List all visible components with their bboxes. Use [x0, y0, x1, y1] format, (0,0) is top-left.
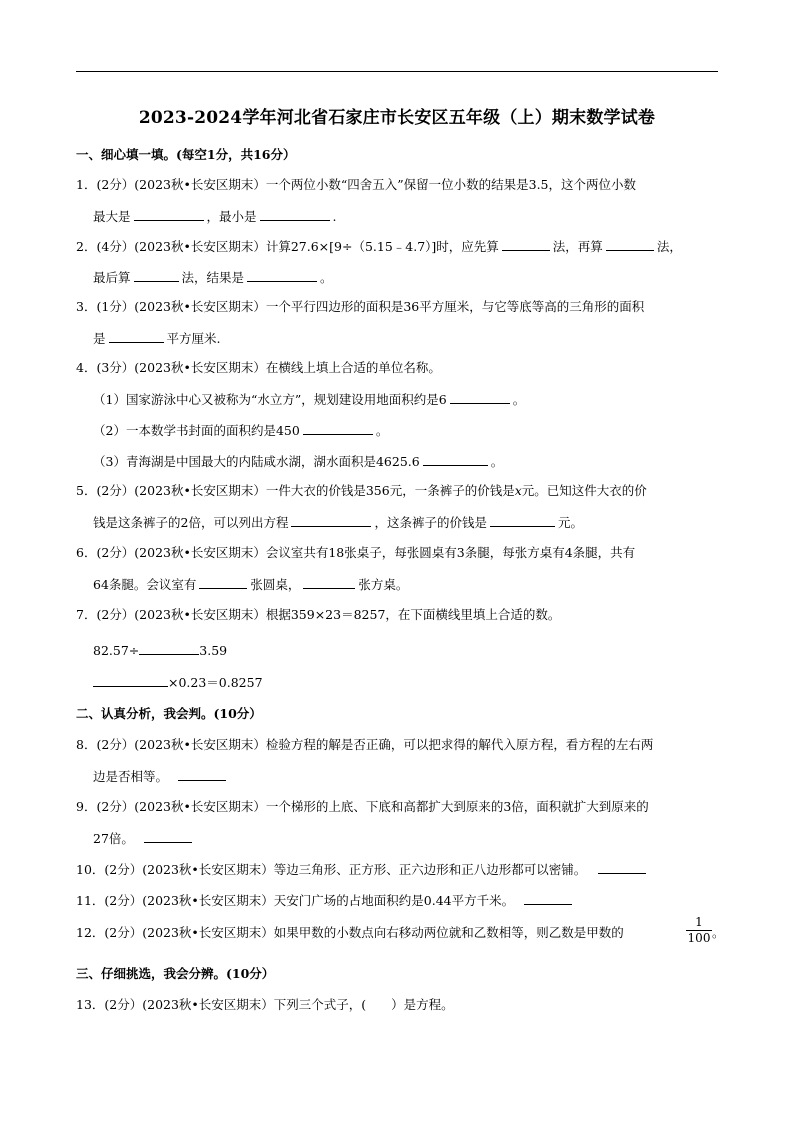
question-2-line-2 — [93, 268, 333, 287]
question-1-line-1: 1．(2分）(2023秋•长安区期末）一个两位小数“四舍五入”保留一位小数的结果是3.5，这个两位小数 — [76, 177, 637, 192]
q6-text: 张方桌。 — [358, 577, 409, 592]
answer-blank[interactable] — [139, 641, 199, 655]
answer-blank[interactable] — [199, 575, 247, 589]
question-7-line-3 — [93, 673, 263, 692]
question-9-line-1: 9．(2分）(2023秋•长安区期末）一个梯形的上底、下底和高都扩大到原来的3倍，面积就扩大到原来的 — [76, 799, 649, 814]
q7-text: ×0.23＝0.8257 — [168, 675, 263, 690]
q12-end: 。 — [712, 925, 725, 940]
q6-text: 64条腿。会议室有 — [93, 577, 197, 592]
question-7-line-2 — [93, 641, 227, 660]
q4-text: 。 — [375, 423, 389, 438]
answer-blank[interactable] — [598, 860, 646, 874]
question-3-line-1: 3．(1分）(2023秋•长安区期末）一个平行四边形的面积是36平方厘米，与它等底等高的三角形的面积 — [76, 299, 645, 314]
question-3-line-2 — [93, 329, 221, 348]
question-7-line-1: 7．(2分）(2023秋•长安区期末）根据359×23＝8257，在下面横线里填上合适的数。 — [76, 607, 561, 622]
question-13: 13．(2分）(2023秋•长安区期末）下列三个式子，( ）是方程。 — [76, 997, 454, 1012]
q2-text: 。 — [320, 270, 333, 285]
answer-blank[interactable] — [134, 268, 179, 282]
question-5-line-1 — [76, 482, 647, 500]
section-heading-3: 三、仔细挑选，我会分辨。(10分） — [76, 966, 275, 981]
q7-text: 82.57÷ — [93, 643, 140, 658]
q1-text: ，最小是 — [206, 209, 257, 224]
answer-blank[interactable] — [502, 237, 550, 251]
question-1-line-2 — [93, 207, 337, 226]
q4-text: （1）国家游泳中心又被称为“水立方”，规划建设用地面积约是6 — [93, 392, 447, 407]
q2-text: 法， — [656, 239, 682, 254]
answer-blank[interactable] — [450, 390, 510, 404]
question-12 — [76, 924, 624, 942]
q8-text: 边是否相等。 — [93, 769, 169, 784]
section-heading-2: 二、认真分析，我会判。(10分） — [76, 706, 262, 721]
section-heading-1: 一、细心填一填。(每空1分，共16分） — [76, 147, 296, 162]
answer-blank[interactable] — [303, 421, 373, 435]
answer-blank[interactable] — [291, 513, 371, 527]
answer-blank[interactable] — [247, 268, 317, 282]
q12-text: 12．(2分）(2023秋•长安区期末）如果甲数的小数点向右移动两位就和乙数相等，则乙数是甲数的 — [76, 925, 624, 940]
q5-text: 元。 — [557, 515, 583, 530]
q6-text: 张圆桌， — [250, 577, 301, 592]
answer-blank[interactable] — [93, 673, 168, 687]
answer-blank[interactable] — [606, 237, 654, 251]
question-10 — [76, 860, 649, 879]
q5-text: 钱是这条裤子的2倍，可以列出方程 — [93, 515, 289, 530]
q3-text: 平方厘米. — [166, 331, 221, 346]
answer-blank[interactable] — [260, 207, 330, 221]
q2-text: 法，结果是 — [181, 270, 245, 285]
q1-text: . — [332, 209, 337, 224]
header-rule — [76, 71, 718, 72]
q4-text: 。 — [512, 392, 526, 407]
q7-text: 3.59 — [199, 643, 228, 658]
question-6-line-2 — [93, 575, 408, 594]
answer-blank[interactable] — [144, 829, 192, 843]
answer-blank[interactable] — [109, 329, 164, 343]
question-8-line-1: 8．(2分）(2023秋•长安区期末）检验方程的解是否正确，可以把求得的解代入原方程，看方程的左右两 — [76, 737, 654, 752]
q5-text: 5．(2分）(2023秋•长安区期末）一件大衣的价钱是356元，一条裤子的价钱是 — [76, 483, 515, 498]
answer-blank[interactable] — [303, 575, 355, 589]
q10-text: 10．(2分）(2023秋•长安区期末）等边三角形、正方形、正六边形和正八边形都可以密铺。 — [76, 862, 587, 877]
variable-x: x — [514, 483, 522, 498]
question-4-part-1 — [93, 390, 525, 409]
q1-text: 最大是 — [93, 209, 131, 224]
q9-text: 27倍。 — [93, 831, 134, 846]
q4-text: （2）一本数学书封面的面积约是450 — [93, 423, 300, 438]
q2-text: 法，再算 — [552, 239, 603, 254]
q2-text: 最后算 — [93, 270, 131, 285]
question-4-part-3 — [93, 452, 503, 471]
question-5-line-2 — [93, 513, 583, 532]
q3-text: 是 — [93, 331, 106, 346]
q2-text: 2．(4分）(2023秋•长安区期末）计算27.6×[9÷（5.15﹣4.7）]时，应先算 — [76, 239, 499, 254]
q4-text: 。 — [490, 454, 504, 469]
answer-blank[interactable] — [134, 207, 204, 221]
q5-text: 元。已知这件大衣的价 — [521, 483, 647, 498]
fraction-numerator: 1 — [686, 915, 712, 931]
question-4-part-2 — [93, 421, 388, 440]
fraction-one-hundredth — [686, 915, 712, 945]
question-2-line-1 — [76, 237, 682, 256]
question-4-line-1: 4．(3分）(2023秋•长安区期末）在横线上填上合适的单位名称。 — [76, 360, 441, 375]
answer-blank[interactable] — [524, 891, 572, 905]
q5-text: ，这条裤子的价钱是 — [374, 515, 487, 530]
question-8-line-2 — [93, 767, 229, 786]
q11-text: 11．(2分）(2023秋•长安区期末）天安门广场的占地面积约是0.44平方千米。 — [76, 893, 515, 908]
answer-blank[interactable] — [490, 513, 555, 527]
question-11 — [76, 891, 575, 910]
question-9-line-2 — [93, 829, 195, 848]
q4-text: （3）青海湖是中国最大的内陆咸水湖，湖水面积是4625.6 — [93, 454, 420, 469]
answer-blank[interactable] — [178, 767, 226, 781]
page-title: 2023-2024学年河北省石家庄市长安区五年级（上）期末数学试卷 — [138, 108, 656, 128]
question-6-line-1: 6．(2分）(2023秋•长安区期末）会议室共有18张桌子，每张圆桌有3条腿，每张方桌有4条腿，共有 — [76, 545, 636, 560]
answer-blank[interactable] — [423, 452, 488, 466]
fraction-denominator: 100 — [687, 931, 711, 945]
